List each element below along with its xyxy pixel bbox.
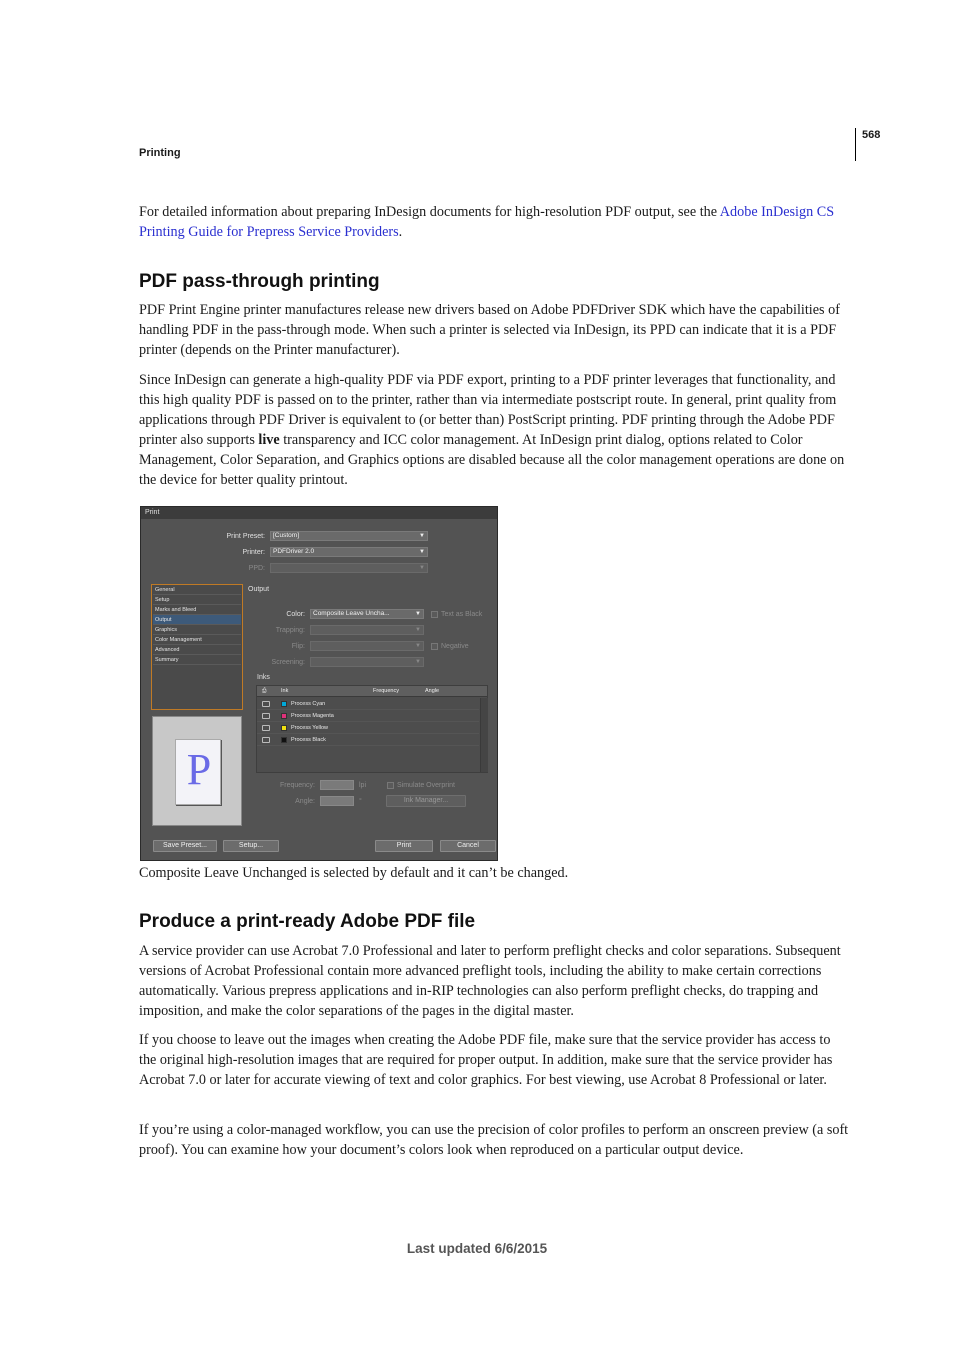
category-marks-and-bleed[interactable]: Marks and Bleed	[153, 605, 241, 615]
header-rule	[855, 128, 856, 161]
ink-swatch	[281, 737, 287, 743]
text-as-black-checkbox[interactable]	[431, 611, 438, 618]
paragraph-text: transparency and ICC color management. At InDesign print dialog, options related to Color Management, Color Separation, and Graphics options are disabled because all the color management operations are done on the device for better quality printout.	[139, 432, 845, 488]
screening-select[interactable]	[310, 657, 424, 667]
ppd-label: PPD:	[248, 565, 265, 572]
category-summary[interactable]: Summary	[153, 655, 241, 665]
text-as-black-label: Text as Black	[441, 611, 483, 618]
page-preview	[152, 716, 242, 826]
category-color-management[interactable]: Color Management	[153, 635, 241, 645]
ink-row[interactable]	[257, 722, 479, 734]
save-preset-button[interactable]: Save Preset...	[153, 840, 217, 852]
category-output[interactable]: Output	[153, 615, 241, 625]
simulate-overprint-label: Simulate Overprint	[397, 782, 455, 789]
preview-page	[175, 739, 221, 805]
page-number: 568	[862, 129, 881, 141]
print-ink-icon[interactable]	[262, 737, 270, 743]
negative-label: Negative	[441, 643, 469, 650]
intro-text: For detailed information about preparing InDesign documents for high-resolution PDF output, see the	[139, 204, 720, 220]
print-preset-value: [Custom]	[273, 532, 300, 539]
ppd-select[interactable]	[270, 563, 428, 573]
chevron-down-icon: ▼	[415, 627, 421, 633]
ink-manager-button[interactable]: Ink Manager...	[386, 795, 466, 807]
printer-label: Printer:	[242, 549, 265, 556]
paragraph-text: Since InDesign can generate a high-quality PDF via PDF export, printing to a PDF printer leverages that functionality, and this high quality PDF is passed on to the printer, rather than via intermediate postscript route. In general, print quality from applications through PDF Driver is equivalent to (or better than) PostScript printing. PDF printing through the Adobe PDF printer also supports	[139, 372, 837, 448]
inks-scrollbar[interactable]	[480, 698, 488, 772]
paragraph: If you choose to leave out the images when creating the Adobe PDF file, make sure that the service provider has access to the original high-resolution images that are required for proper output. In addition, make sure that the service provider has Acrobat 7.0 or later for accurate viewing of text and color graphics. For best viewing, use Acrobat 8 Professional or later.	[139, 1032, 833, 1088]
chevron-down-icon: ▼	[415, 659, 421, 665]
print-dialog	[140, 506, 498, 861]
chevron-down-icon: ▼	[419, 549, 425, 555]
printing-guide-link[interactable]: Adobe InDesign CS Printing Guide for Prepress Service Providers	[139, 204, 835, 240]
ink-row[interactable]	[257, 698, 479, 710]
color-label: Color:	[286, 611, 305, 618]
ink-swatch	[281, 713, 287, 719]
frequency-unit: lpi	[359, 782, 367, 789]
screening-label: Screening:	[271, 659, 305, 666]
paragraph	[139, 370, 851, 490]
intro-paragraph	[139, 202, 851, 242]
paragraph: A service provider can use Acrobat 7.0 Professional and later to perform preflight checks and color separations. Subsequent versions of Acrobat Professional contain more advanced preflight tools, including the ability to make certain corrections automatically. Various prepress applications and in-RIP technologies can also perform preflight checks, do trapping and imposition, and make the color separations of the pages in the digital master.	[139, 943, 841, 1019]
inks-section-title: Inks	[257, 674, 270, 681]
trapping-label: Trapping:	[275, 627, 305, 634]
category-advanced[interactable]: Advanced	[153, 645, 241, 655]
printer-column-icon: ⎙	[262, 688, 267, 694]
preview-letter: P	[186, 745, 212, 794]
ink-swatch	[281, 725, 287, 731]
section-heading-print-ready-pdf: Produce a print-ready Adobe PDF file	[139, 911, 476, 932]
setup-button[interactable]: Setup...	[223, 840, 279, 852]
angle-input[interactable]	[320, 796, 354, 806]
category-general[interactable]: General	[153, 585, 241, 595]
print-ink-icon[interactable]	[262, 713, 270, 719]
dialog-title: Print	[141, 507, 497, 519]
bold-live: live	[258, 432, 280, 448]
color-value: Composite Leave Uncha...	[313, 610, 390, 617]
print-preset-label: Print Preset:	[226, 533, 265, 540]
printer-select[interactable]	[270, 547, 428, 557]
section-heading-pass-through: PDF pass-through printing	[139, 271, 380, 292]
column-frequency: Frequency	[373, 688, 399, 694]
chevron-down-icon: ▼	[415, 611, 421, 617]
ink-name: Process Magenta	[291, 713, 334, 719]
category-setup[interactable]: Setup	[153, 595, 241, 605]
ink-name: Process Cyan	[291, 701, 326, 707]
output-section-title: Output	[248, 586, 270, 593]
simulate-overprint-checkbox[interactable]	[387, 782, 394, 789]
print-preset-select[interactable]	[270, 531, 428, 541]
ink-swatch	[281, 701, 287, 707]
category-graphics[interactable]: Graphics	[153, 625, 241, 635]
running-header: Printing	[139, 147, 181, 159]
flip-label: Flip:	[291, 643, 305, 650]
column-ink: Ink	[281, 688, 289, 694]
print-ink-icon[interactable]	[262, 725, 270, 731]
ink-row[interactable]	[257, 710, 479, 722]
cancel-button[interactable]: Cancel	[440, 840, 496, 852]
column-angle: Angle	[425, 688, 440, 694]
ink-name: Process Yellow	[291, 725, 328, 731]
last-updated: Last updated 6/6/2015	[406, 1241, 548, 1256]
frequency-label: Frequency:	[279, 782, 315, 789]
trapping-select[interactable]	[310, 625, 424, 635]
frequency-input[interactable]	[320, 780, 354, 790]
chevron-down-icon: ▼	[415, 643, 421, 649]
chevron-down-icon: ▼	[419, 565, 425, 571]
paragraph: PDF Print Engine printer manufactures release new drivers based on Adobe PDFDriver SDK which have the capabilities of handling PDF in the pass-through mode. When such a printer is selected via InDesign, its PPD can indicate that it is a PDF printer (depends on the Printer manufacturer).	[139, 302, 840, 358]
ink-name: Process Black	[291, 737, 326, 743]
angle-label: Angle:	[295, 798, 315, 805]
ink-row[interactable]	[257, 734, 479, 746]
flip-select[interactable]	[310, 641, 424, 651]
intro-end: .	[398, 224, 403, 240]
inks-table-header	[257, 686, 487, 697]
category-list	[151, 584, 243, 710]
print-ink-icon[interactable]	[262, 701, 270, 707]
figure-caption: Composite Leave Unchanged is selected by default and it can’t be changed.	[139, 865, 569, 881]
chevron-down-icon: ▼	[419, 533, 425, 539]
angle-unit: °	[359, 798, 362, 805]
inks-table	[256, 685, 488, 773]
negative-checkbox[interactable]	[431, 643, 438, 650]
paragraph: If you’re using a color-managed workflow, you can use the precision of color profiles to perform an onscreen preview (a soft proof). You can examine how your document’s colors look when reproduced on a particular output device.	[139, 1122, 849, 1158]
printer-value: PDFDriver 2.0	[273, 548, 315, 555]
color-select[interactable]	[310, 609, 424, 619]
print-button[interactable]: Print	[375, 840, 433, 852]
